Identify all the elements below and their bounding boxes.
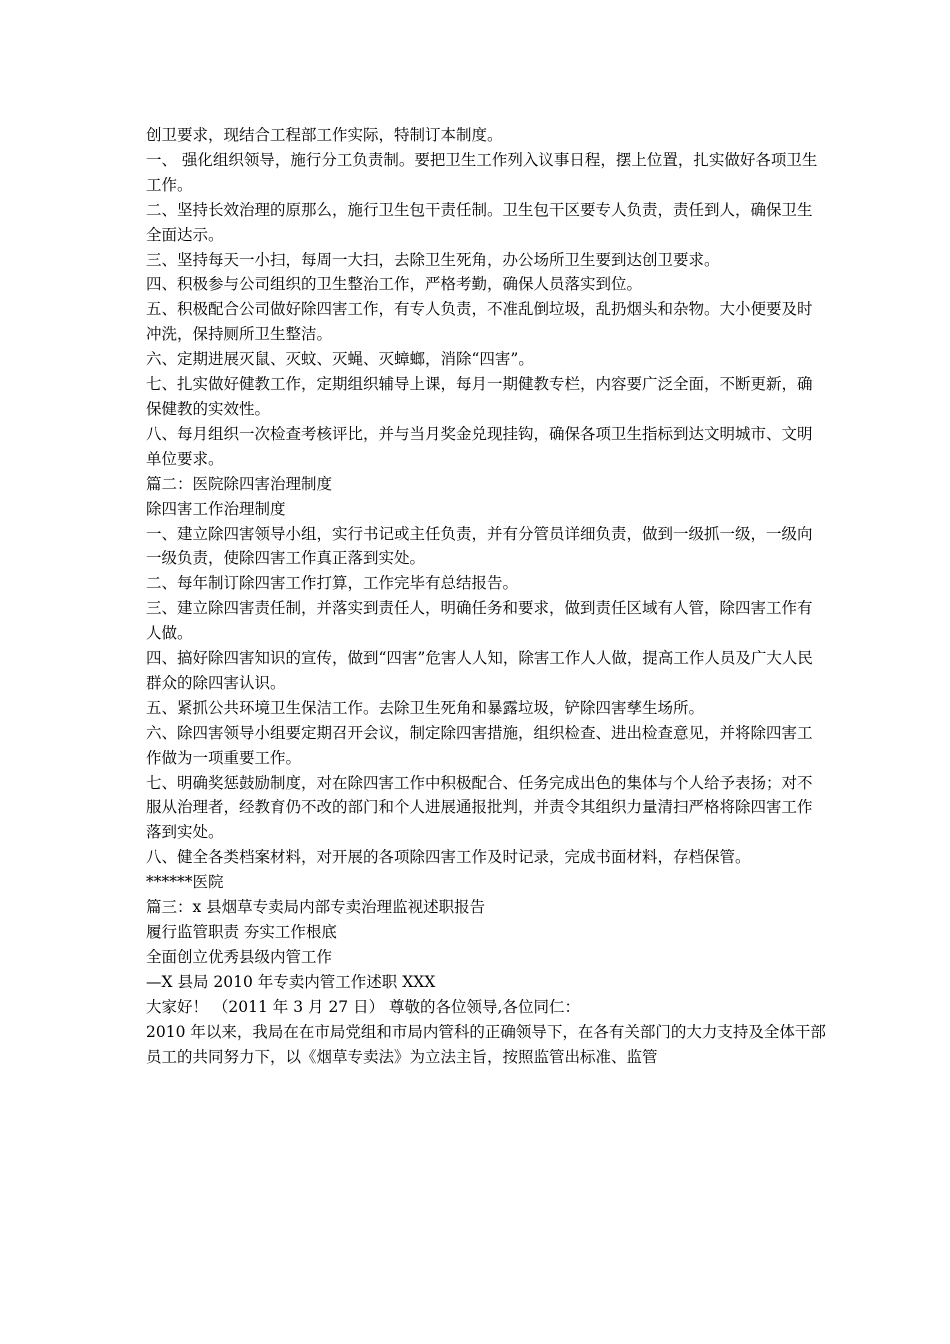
signature-line: ******医院 bbox=[146, 873, 224, 892]
paragraph: 二、每年制订除四害工作打算，工作完毕有总结报告。 bbox=[146, 574, 519, 593]
paragraph: 四、搞好除四害知识的宣传，做到“四害”危害人人知，除害工作人人做，提高工作人员及广大人民群众的除四害认识。 bbox=[146, 649, 813, 692]
paragraph: 创卫要求，现结合工程部工作实际，特制订本制度。 bbox=[146, 126, 503, 144]
section-heading: 篇三：x 县烟草专卖局内部专卖治理监视述职报告 bbox=[146, 898, 486, 917]
document-body bbox=[146, 123, 826, 1069]
paragraph: 三、建立除四害责任制，并落实到责任人，明确任务和要求，做到责任区域有人管，除四害工作有人做。 bbox=[146, 599, 813, 643]
greeting: 大家好！ （2011 年 3 月 27 日） 尊敬的各位领导,各位同仁： bbox=[146, 997, 580, 1016]
paragraph: 七、扎实做好健教工作，定期组织辅导上课，每月一期健教专栏，内容要广泛全面，不断更新，确保健教的实效性。 bbox=[146, 375, 813, 418]
paragraph: 一、 强化组织领导，施行分工负责制。要把卫生工作列入议事日程，摆上位置，扎实做好各项卫生工作。 bbox=[146, 150, 818, 194]
paragraph: 七、明确奖惩鼓励制度，对在除四害工作中积极配合、任务完成出色的集体与个人给予表扬；对不服从治理者，经教育仍不改的部门和个人进展通报批判，并责令其组织力量清扫严格将除四害工作落到实处。 bbox=[146, 773, 813, 842]
sub-heading: 履行监管职责 夯实工作根底 bbox=[146, 923, 337, 941]
paragraph: 2010 年以来，我局在在市局党组和市局内管科的正确领导下，在各有关部门的大力支持及全体干部员工的共同努力下，以《烟草专卖法》为立法主旨，按照监管出标准、监管 bbox=[146, 1022, 826, 1066]
paragraph: 六、定期进展灭鼠、灭蚊、灭蝇、灭蟑螂，消除“四害”。 bbox=[146, 350, 534, 369]
paragraph: 三、坚持每天一小扫，每周一大扫，去除卫生死角，办公场所卫生要到达创卫要求。 bbox=[146, 250, 720, 269]
paragraph: 四、积极参与公司组织的卫生整治工作，严格考勤，确保人员落实到位。 bbox=[146, 275, 643, 294]
sub-heading: 除四害工作治理制度 bbox=[146, 499, 286, 518]
section-heading: 篇二：医院除四害治理制度 bbox=[146, 474, 333, 493]
paragraph: 五、紧抓公共环境卫生保洁工作。去除卫生死角和暴露垃圾，铲除四害孳生场所。 bbox=[146, 698, 705, 717]
paragraph: 一、建立除四害领导小组，实行书记或主任负责，并有分管员详细负责，做到一级抓一级，一级向一级负责，使除四害工作真正落到实处。 bbox=[146, 524, 813, 568]
paragraph: 八、每月组织一次检查考核评比，并与当月奖金兑现挂钩，确保各项卫生指标到达文明城市、文明单位要求。 bbox=[146, 424, 813, 468]
sub-heading: 全面创立优秀县级内管工作 bbox=[146, 947, 333, 966]
paragraph: 六、除四害领导小组要定期召开会议，制定除四害措施，组织检查、进出检查意见，并将除四害工作做为一项重要工作。 bbox=[146, 723, 813, 767]
paragraph: 八、健全各类档案材料，对开展的各项除四害工作及时记录，完成书面材料，存档保管。 bbox=[146, 848, 751, 867]
paragraph: 五、积极配合公司做好除四害工作，有专人负责，不准乱倒垃圾，乱扔烟头和杂物。大小便要及时冲洗，保持厕所卫生整洁。 bbox=[146, 300, 813, 344]
paragraph: 二、坚持长效治理的原那么，施行卫生包干责任制。卫生包干区要专人负责，责任到人，确保卫生全面达示。 bbox=[146, 200, 813, 244]
byline: —X 县局 2010 年专卖内管工作述职 XXX bbox=[146, 972, 436, 991]
